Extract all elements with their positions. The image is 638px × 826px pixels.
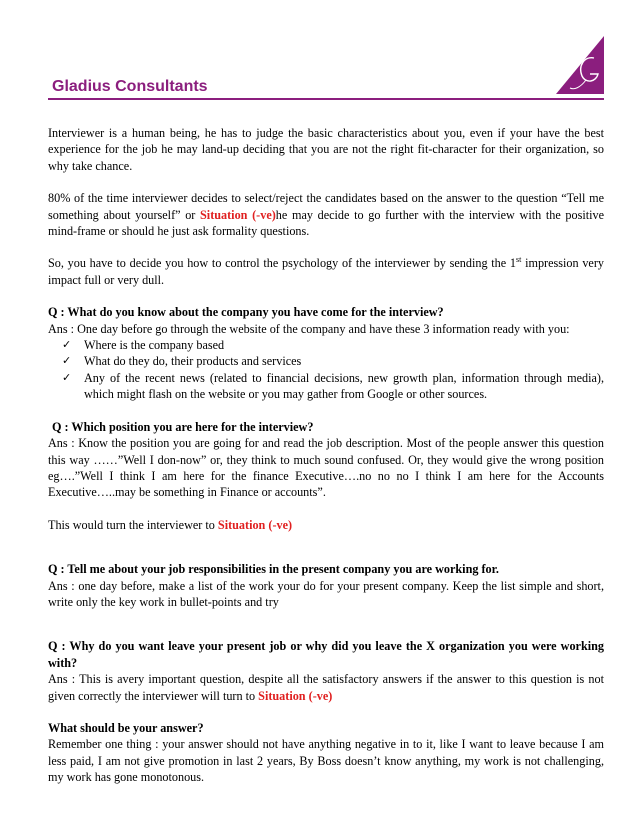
intro-paragraph-3: So, you have to decide you how to control the psychology of the interviewer by sending the 1st impression very impact full or very dull. xyxy=(48,255,604,287)
header-divider xyxy=(48,98,604,100)
list-item: ✓ Where is the company based xyxy=(62,338,225,353)
list-item: ✓ What do they do, their products and services xyxy=(62,354,302,369)
situation-negative-label: Situation (-ve) xyxy=(258,688,333,703)
gladius-logo xyxy=(556,36,604,94)
question-company: Q : What do you know about the company you have come for the interview? xyxy=(48,305,444,320)
checkmark-icon: ✓ xyxy=(62,354,72,368)
question-your-answer: What should be your answer? xyxy=(48,720,204,735)
question-position: Q : Which position you are here for the interview? xyxy=(52,419,314,434)
intro-paragraph-1: Interviewer is a human being, he has to judge the basic characteristics about you, even if your have the best experience for the job he may land-up deciding that you are not the right fit-character for their organization, so why take chance. xyxy=(48,126,604,173)
question-leave-job: Q : Why do you want leave your present job or why did you leave the X organization you were working with? xyxy=(48,639,604,670)
answer-company: Ans : One day before go through the website of the company and have these 3 information ready with you: xyxy=(48,321,570,336)
answer-position: Ans : Know the position you are going for and read the job description. Most of the people answer this question this way ……”Well I don-now” or, they think to much sound confused. Or, they would give the wrong position eg….”Well I think I am here for the finance Executive….no no no I think I am here for the Accounts Executive…..may be something in Finance or accounts”. xyxy=(48,436,604,500)
intro-paragraph-2: 80% of the time interviewer decides to select/reject the candidates based on the answer to the question “Tell me something about yourself” or Situation (-ve)he may decide to go further with the interview with the positive mind-frame or should he just ask formality questions. xyxy=(48,191,604,239)
question-responsibilities: Q : Tell me about your job responsibilities in the present company you are working for. xyxy=(48,562,499,577)
company-title: Gladius Consultants xyxy=(52,78,208,95)
checkmark-icon: ✓ xyxy=(62,370,72,384)
checklist xyxy=(48,337,604,403)
situation-negative-label: Situation (-ve) xyxy=(200,207,276,222)
list-item: ✓ Any of the recent news (related to financial decisions, new growth plan, information through media), which might flash on the website or you may gather from Google or other sources. xyxy=(62,370,604,402)
position-note: This would turn the interviewer to Situation (-ve) xyxy=(48,517,293,532)
situation-negative-label: Situation (-ve) xyxy=(217,517,293,532)
answer-responsibilities: Ans : one day before, make a list of the work your do for your present company. Keep the list simple and short, write only the key work in bullet-points and try xyxy=(48,578,604,609)
answer-leave-job: Ans : This is avery important question, despite all the satisfactory answers if the answer to this question is not given correctly the interviewer will turn to Situation (-ve) xyxy=(48,672,604,703)
answer-your-answer: Remember one thing : your answer should not have anything negative in to it, like I want to leave because I am less paid, I am not give promotion in last 2 years, By Boss doesn’t know anything, my work is not challenging, my work has gone monotonous. xyxy=(48,737,604,785)
document-body xyxy=(48,125,604,786)
checkmark-icon: ✓ xyxy=(62,338,72,352)
